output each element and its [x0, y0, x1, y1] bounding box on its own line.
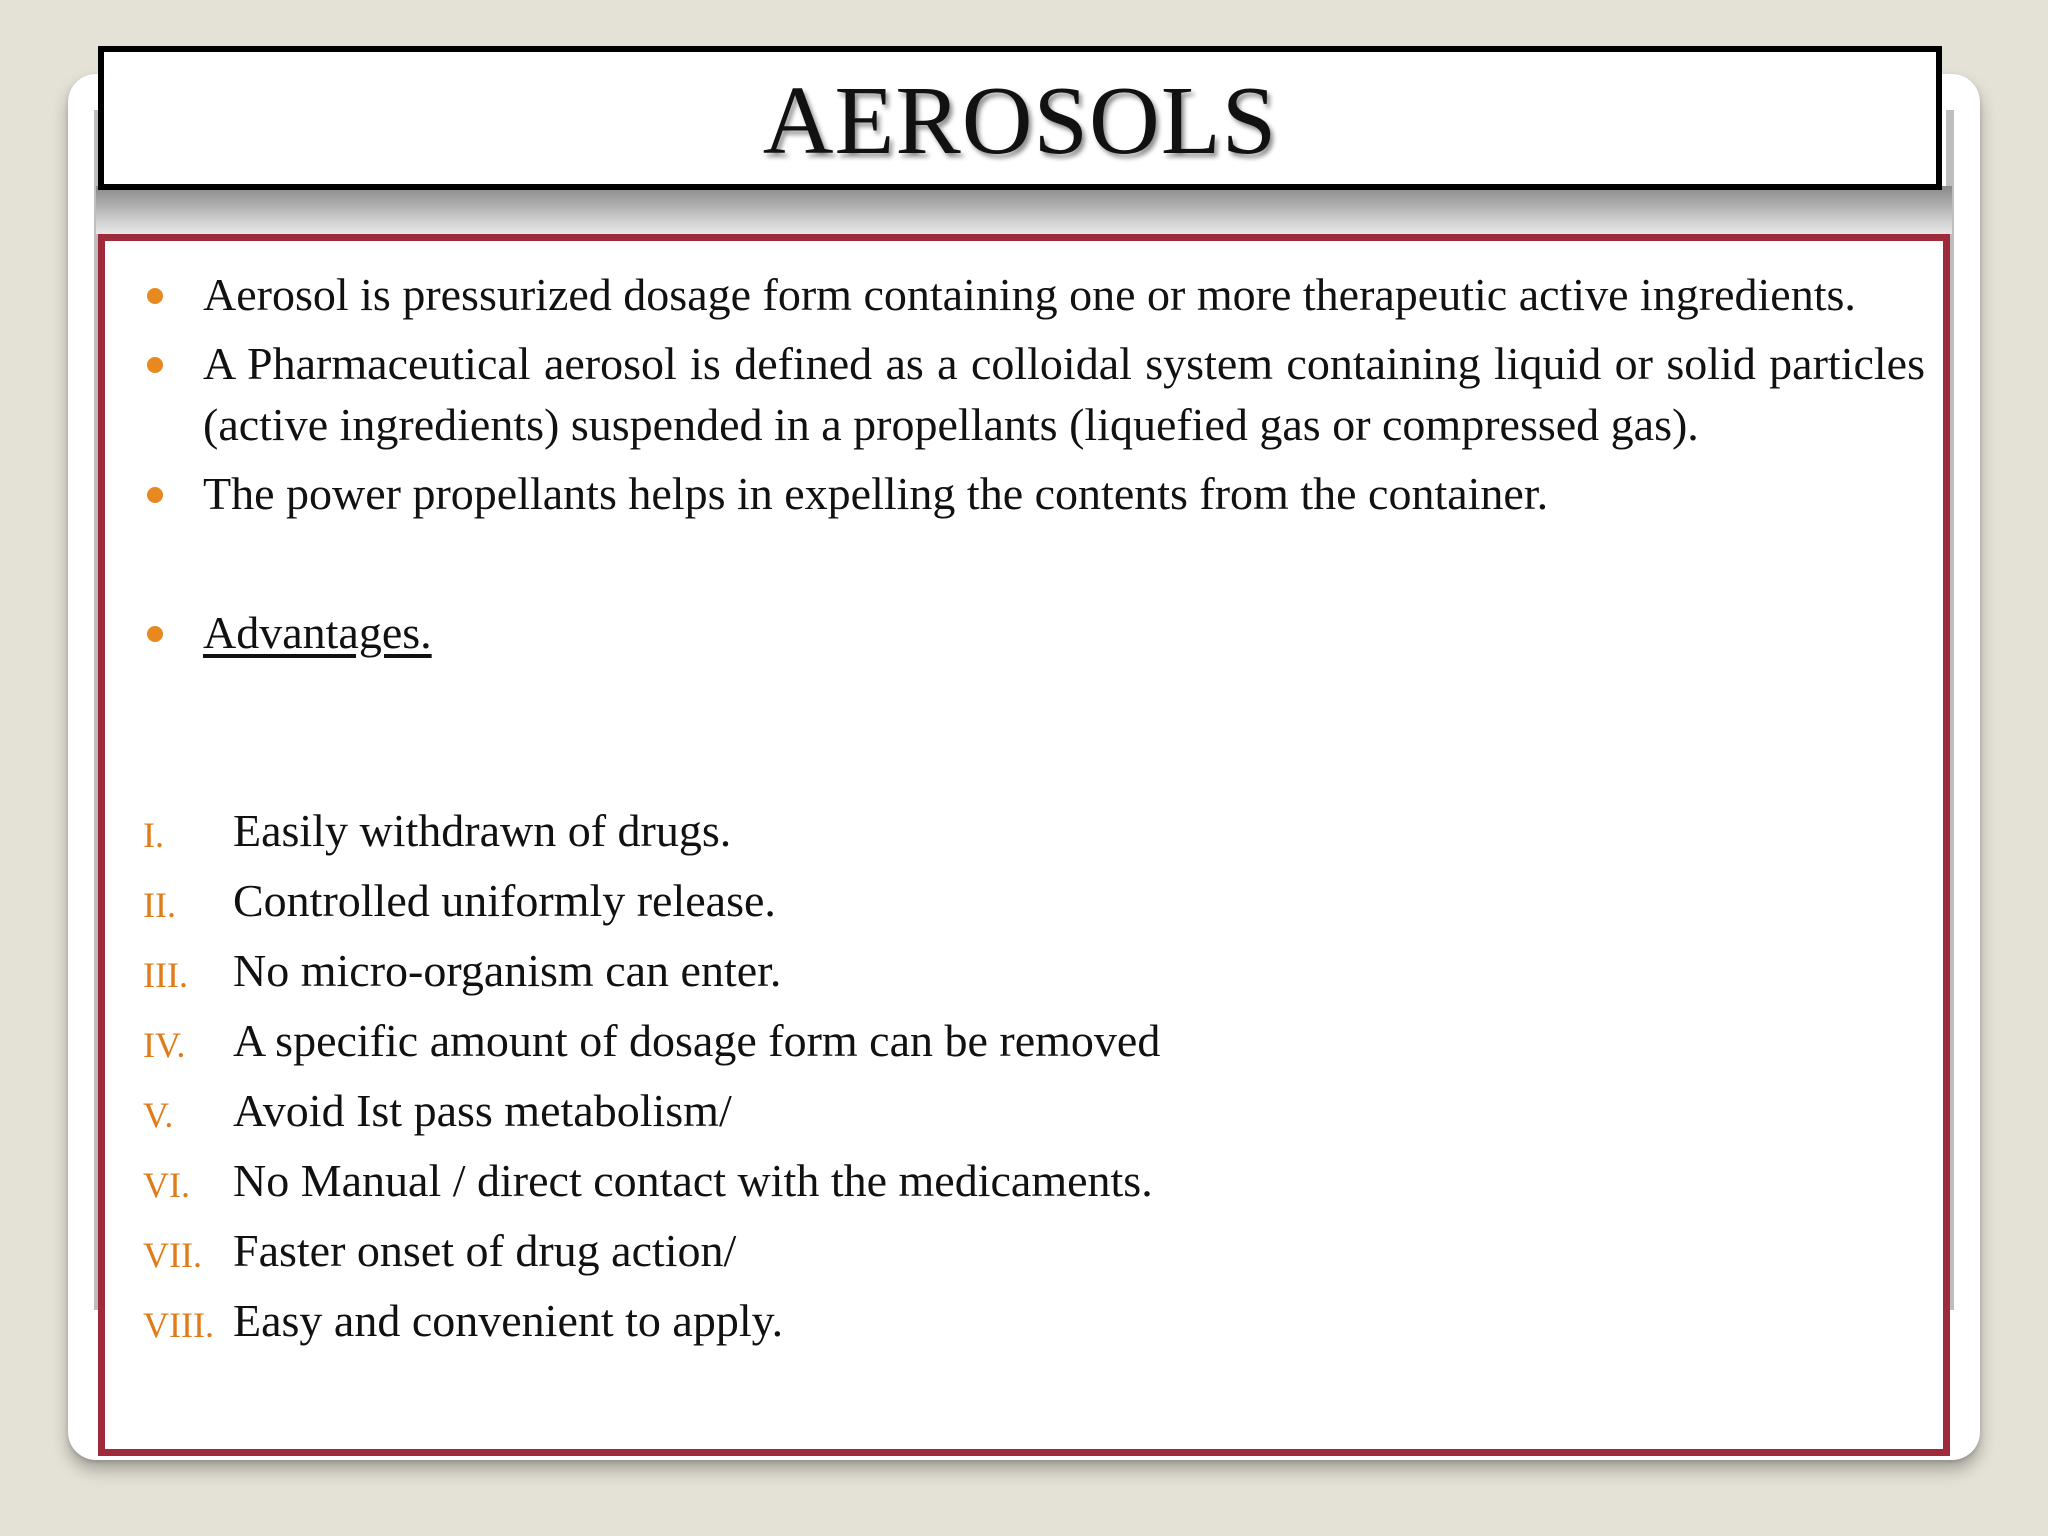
advantage-text: Controlled uniformly release. [233, 875, 776, 926]
bullet-text: A Pharmaceutical aerosol is defined as a colloidal system containing liquid or solid particles (active ingredients) suspended in a propellants (liquefied gas or compressed gas). [203, 338, 1925, 450]
advantage-item [105, 1286, 1605, 1356]
orange-dot-icon [147, 357, 163, 373]
roman-numeral: IV. [143, 1025, 186, 1065]
advantage-text: Faster onset of drug action/ [233, 1225, 737, 1276]
advantage-text: A specific amount of dosage form can be removed [233, 1015, 1161, 1066]
advantage-item [105, 866, 1605, 936]
orange-dot-icon [147, 626, 163, 642]
advantages-list [105, 796, 1605, 1356]
title-box [98, 46, 1942, 190]
bullet-text: The power propellants helps in expelling the contents from the container. [203, 468, 1549, 519]
advantage-item [105, 1216, 1605, 1286]
advantage-text: No micro-organism can enter. [233, 945, 782, 996]
roman-numeral: VIII. [143, 1305, 214, 1345]
orange-dot-icon [147, 288, 163, 304]
roman-numeral: I. [143, 815, 164, 855]
roman-numeral: VI. [143, 1165, 190, 1205]
bullet-item [105, 264, 1925, 325]
roman-numeral: II. [143, 885, 176, 925]
advantage-item [105, 1006, 1605, 1076]
bullet-item [105, 463, 1925, 524]
advantage-text: No Manual / direct contact with the medicaments. [233, 1155, 1153, 1206]
title-shadow-band [96, 186, 1952, 234]
bullet-text: Aerosol is pressurized dosage form containing one or more therapeutic active ingredients. [203, 269, 1856, 320]
spacer [105, 532, 1925, 602]
advantage-text: Easily withdrawn of drugs. [233, 805, 732, 856]
roman-numeral: V. [143, 1095, 174, 1135]
advantages-heading: Advantages. [203, 607, 432, 658]
roman-numeral: VII. [143, 1235, 202, 1275]
advantage-text: Easy and convenient to apply. [233, 1295, 784, 1346]
roman-numeral: III. [143, 955, 188, 995]
advantages-heading-item [105, 602, 1925, 663]
bullet-list [105, 264, 1925, 671]
bullet-item [105, 333, 1925, 455]
advantage-item [105, 1076, 1605, 1146]
slide-title: AEROSOLS [762, 67, 1278, 175]
orange-dot-icon [147, 487, 163, 503]
advantage-item [105, 1146, 1605, 1216]
advantage-item [105, 936, 1605, 1006]
advantage-text: Avoid Ist pass metabolism/ [233, 1085, 732, 1136]
advantage-item [105, 796, 1605, 866]
